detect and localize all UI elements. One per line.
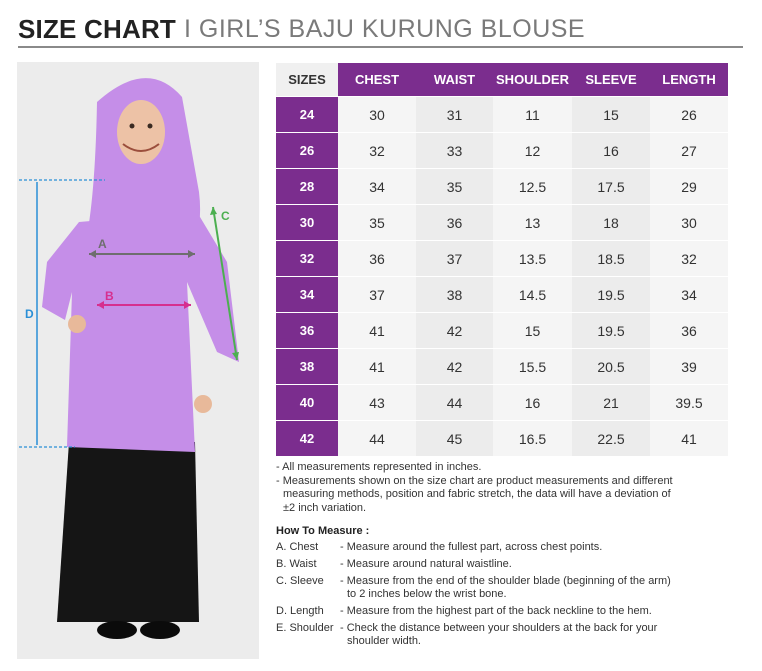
header-chest: CHEST xyxy=(338,63,416,97)
how-to-measure-title: How To Measure : xyxy=(276,525,370,537)
size-cell: 24 xyxy=(276,97,338,133)
measurement-cell: 38 xyxy=(416,277,493,313)
measurement-cell: 19.5 xyxy=(572,313,650,349)
table-row xyxy=(276,313,728,349)
how-to-description: to 2 inches below the wrist bone. xyxy=(347,588,507,600)
measurement-cell: 12 xyxy=(493,133,572,169)
measurement-cell: 34 xyxy=(338,169,416,205)
measurement-cell: 36 xyxy=(416,205,493,241)
note-deviation-1: - Measurements shown on the size chart are product measurements and different xyxy=(276,474,673,487)
measurement-cell: 43 xyxy=(338,385,416,421)
model-photo xyxy=(17,62,259,659)
right-shoe xyxy=(140,621,180,639)
header-length: LENGTH xyxy=(650,63,728,97)
measurement-cell: 39 xyxy=(650,349,728,385)
how-to-key: C. Sleeve xyxy=(276,575,324,587)
label-a: A xyxy=(98,237,107,251)
size-cell: 26 xyxy=(276,133,338,169)
left-hand xyxy=(68,315,86,333)
measurement-cell: 44 xyxy=(416,385,493,421)
table-row xyxy=(276,169,728,205)
measurement-cell: 31 xyxy=(416,97,493,133)
table-row xyxy=(276,133,728,169)
size-cell: 38 xyxy=(276,349,338,385)
size-table xyxy=(276,63,728,456)
how-to-key: E. Shoulder xyxy=(276,622,334,634)
measurement-cell: 30 xyxy=(650,205,728,241)
size-cell: 40 xyxy=(276,385,338,421)
header-sizes: SIZES xyxy=(276,63,338,97)
measurement-cell: 16.5 xyxy=(493,421,572,457)
how-to-description: - Measure around the fullest part, across chest points. xyxy=(340,541,603,553)
measurement-cell: 15 xyxy=(493,313,572,349)
how-to-key: D. Length xyxy=(276,605,324,617)
how-to-item xyxy=(276,605,726,618)
table-row xyxy=(276,205,728,241)
header-sleeve: SLEEVE xyxy=(572,63,650,97)
measurement-cell: 12.5 xyxy=(493,169,572,205)
measurement-cell: 30 xyxy=(338,97,416,133)
how-to-description: shoulder width. xyxy=(347,635,421,647)
measurement-cell: 37 xyxy=(338,277,416,313)
how-to-key: A. Chest xyxy=(276,541,319,553)
table-row xyxy=(276,97,728,133)
measurement-cell: 21 xyxy=(572,385,650,421)
measurement-cell: 22.5 xyxy=(572,421,650,457)
skirt-shape xyxy=(57,442,199,622)
measurement-cell: 42 xyxy=(416,349,493,385)
table-header-row xyxy=(276,63,728,97)
measurement-cell: 17.5 xyxy=(572,169,650,205)
measurement-cell: 39.5 xyxy=(650,385,728,421)
how-to-description: - Measure from the highest part of the back neckline to the hem. xyxy=(340,605,652,617)
header-waist: WAIST xyxy=(416,63,493,97)
how-to-description: - Measure from the end of the shoulder blade (beginning of the arm) xyxy=(340,575,671,587)
note-deviation-2: measuring methods, position and fabric stretch, the data will have a deviation of xyxy=(283,488,671,500)
measurement-cell: 11 xyxy=(493,97,572,133)
page-subtitle: I GIRL’S BAJU KURUNG BLOUSE xyxy=(184,15,586,43)
measurement-cell: 41 xyxy=(338,313,416,349)
left-shoe xyxy=(97,621,137,639)
measurement-cell: 35 xyxy=(416,169,493,205)
measurement-cell: 15.5 xyxy=(493,349,572,385)
how-to-item xyxy=(276,622,726,648)
measurement-cell: 18.5 xyxy=(572,241,650,277)
measurement-cell: 32 xyxy=(650,241,728,277)
measurement-cell: 26 xyxy=(650,97,728,133)
note-deviation-3: ±2 inch variation. xyxy=(283,501,367,514)
measurement-cell: 16 xyxy=(493,385,572,421)
model-illustration xyxy=(17,62,259,659)
how-to-measure-list xyxy=(276,541,726,652)
measurement-cell: 32 xyxy=(338,133,416,169)
label-b: B xyxy=(105,289,114,303)
table-row xyxy=(276,421,728,457)
size-cell: 30 xyxy=(276,205,338,241)
measurement-cell: 41 xyxy=(338,349,416,385)
how-to-item xyxy=(276,558,726,571)
measurement-cell: 15 xyxy=(572,97,650,133)
table-row xyxy=(276,277,728,313)
measurement-cell: 14.5 xyxy=(493,277,572,313)
measurement-cell: 44 xyxy=(338,421,416,457)
measurement-cell: 33 xyxy=(416,133,493,169)
measurement-cell: 36 xyxy=(650,313,728,349)
table-row xyxy=(276,349,728,385)
measurement-cell: 29 xyxy=(650,169,728,205)
label-c: C xyxy=(221,209,230,223)
measurement-cell: 36 xyxy=(338,241,416,277)
how-to-key: B. Waist xyxy=(276,558,317,570)
measurement-cell: 34 xyxy=(650,277,728,313)
size-table-container xyxy=(276,63,728,456)
size-cell: 34 xyxy=(276,277,338,313)
table-row xyxy=(276,241,728,277)
header-shoulder: SHOULDER xyxy=(493,63,572,97)
measurement-cell: 13 xyxy=(493,205,572,241)
how-to-item xyxy=(276,575,726,601)
measurement-cell: 27 xyxy=(650,133,728,169)
table-row xyxy=(276,385,728,421)
size-cell: 36 xyxy=(276,313,338,349)
note-units: - All measurements represented in inches. xyxy=(276,461,482,473)
notes xyxy=(276,461,726,515)
size-cell: 28 xyxy=(276,169,338,205)
measurement-cell: 20.5 xyxy=(572,349,650,385)
measurement-cell: 45 xyxy=(416,421,493,457)
face xyxy=(117,100,165,164)
measurement-cell: 19.5 xyxy=(572,277,650,313)
measurement-cell: 41 xyxy=(650,421,728,457)
measurement-cell: 16 xyxy=(572,133,650,169)
right-hand xyxy=(194,395,212,413)
size-cell: 42 xyxy=(276,421,338,457)
size-cell: 32 xyxy=(276,241,338,277)
how-to-item xyxy=(276,541,726,554)
measurement-cell: 42 xyxy=(416,313,493,349)
how-to-description: - Check the distance between your shoulders at the back for your xyxy=(340,622,658,634)
label-d: D xyxy=(25,307,34,321)
title-bar xyxy=(18,12,743,48)
measurement-cell: 37 xyxy=(416,241,493,277)
page-title: SIZE CHART xyxy=(18,14,176,44)
measurement-cell: 13.5 xyxy=(493,241,572,277)
how-to-description: - Measure around natural waistline. xyxy=(340,558,512,570)
measurement-cell: 18 xyxy=(572,205,650,241)
measurement-cell: 35 xyxy=(338,205,416,241)
